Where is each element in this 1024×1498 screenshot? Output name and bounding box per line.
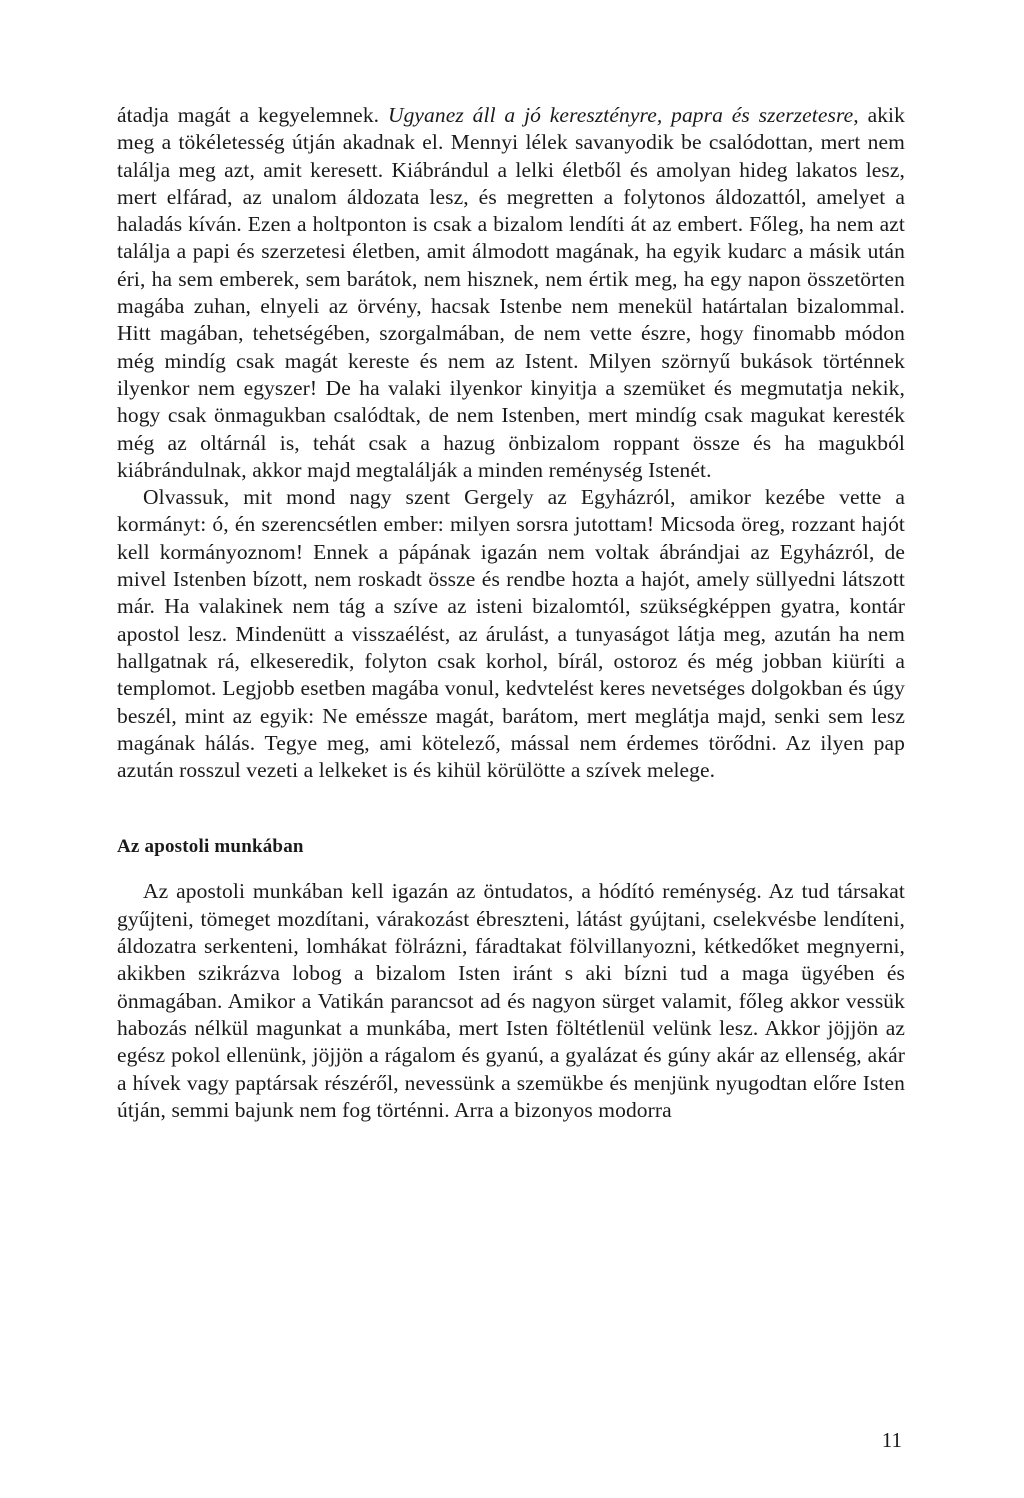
paragraph-1-rest: akik meg a tökéletesség útján akadnak el. Mennyi lélek savanyodik be csalódottan, mert nem találja meg azt, amit keresett. Kiábrándul a lelki életből és amolyan hideg lakatos lesz, mert elfárad, az unalom áldozata lesz, és megretten a folytonos áldozattól, amelyet a haladás kíván. Ezen a holtponton is csak a bizalom lendíti át az embert. Főleg, ha nem azt találja a papi és szerzetesi életben, amit álmodott magának, ha egyik kudarc a másik után éri, ha sem emberek, sem barátok, nem hisznek, nem értik meg, ha egy napon összetörten magába zuhan, elnyeli az örvény, hacsak Istenbe nem menekül határtalan bizalommal. Hitt magában, tehetségében, szorgalmában, de nem vette észre, hogy finomabb módon még mindíg csak magát kereste és nem az Istent. Milyen szörnyű bukások történnek ilyenkor nem egyszer! De ha valaki ilyenkor kinyitja a szemüket és megmutatja nekik, hogy csak önmagukban csalódtak, de nem Istenben, mert mindíg csak magukat keresték még az oltárnál is, tehát csak a hazug önbizalom roppant össze és ha magukból kiábrándulnak, akkor majd megtalálják a minden reménység Istenét. xyxy=(117,103,905,482)
page-body xyxy=(117,102,905,1124)
paragraph-2: Olvassuk, mit mond nagy szent Gergely az Egyházról, amikor kezébe vette a kormányt: ó, én szerencsétlen ember: milyen sorsra jutottam! Micsoda öreg, rozzant hajót kell kormányoznom! Ennek a pápának igazán nem voltak ábrándjai az Egyházról, de mivel Istenben bízott, nem roskadt össze és rendbe hozta a hajót, amely süllyedni látszott már. Ha valakinek nem tág a szíve az isteni bizalomtól, szükségképpen gyatra, kontár apostol lesz. Mindenütt a visszaélést, az árulást, a tunyaságot látja meg, azután ha nem hallgatnak rá, elkeseredik, folyton csak korhol, bírál, ostoroz és még jobban kiüríti a templomot. Legjobb esetben magába vonul, kedvtelést keres nevetséges dolgokban és úgy beszél, mint az egyik: Ne eméssze magát, barátom, mert meglátja majd, senki sem lesz magának hálás. Tegye meg, ami kötelező, mással nem érdemes törődni. Az ilyen pap azután rosszul vezeti a lelkeket is és kihül körülötte a szívek melege. xyxy=(117,485,905,783)
paragraph-3: Az apostoli munkában kell igazán az öntudatos, a hódító reménység. Az tud társakat gyűjteni, tömeget mozdítani, várakozást ébreszteni, látást gyújtani, cselekvésbe lendíteni, áldozatra serkenteni, lomhákat fölrázni, fáradtakat fölvillanyozni, kétkedőket megnyerni, akikben szikrázva lobog a bizalom Isten iránt s aki bízni tud a maga ügyében és önmagában. Amikor a Vatikán parancsot ad és nagyon sürget valamit, főleg akkor vessük habozás nélkül magunkat a munkába, mert Isten föltétlenül velünk lesz. Akkor jöjjön az egész pokol ellenünk, jöjjön a rágalom és gyanú, a gyalázat és gúny akár az ellenség, akár a hívek vagy paptársak részéről, nevessünk a szemükbe és menjünk nyugodtan előre Isten útján, semmi bajunk nem fog történni. Arra a bizonyos modorra xyxy=(117,879,905,1122)
page-number: 11 xyxy=(881,1428,902,1452)
paragraph-1 xyxy=(117,102,905,484)
paragraph-1-italic: Ugyanez áll a jó keresztényre, papra és szerzetesre, xyxy=(387,103,859,127)
section-heading: Az apostoli munkában xyxy=(117,836,304,858)
paragraph-1-lead: átadja magát a kegyelemnek. xyxy=(117,103,388,127)
